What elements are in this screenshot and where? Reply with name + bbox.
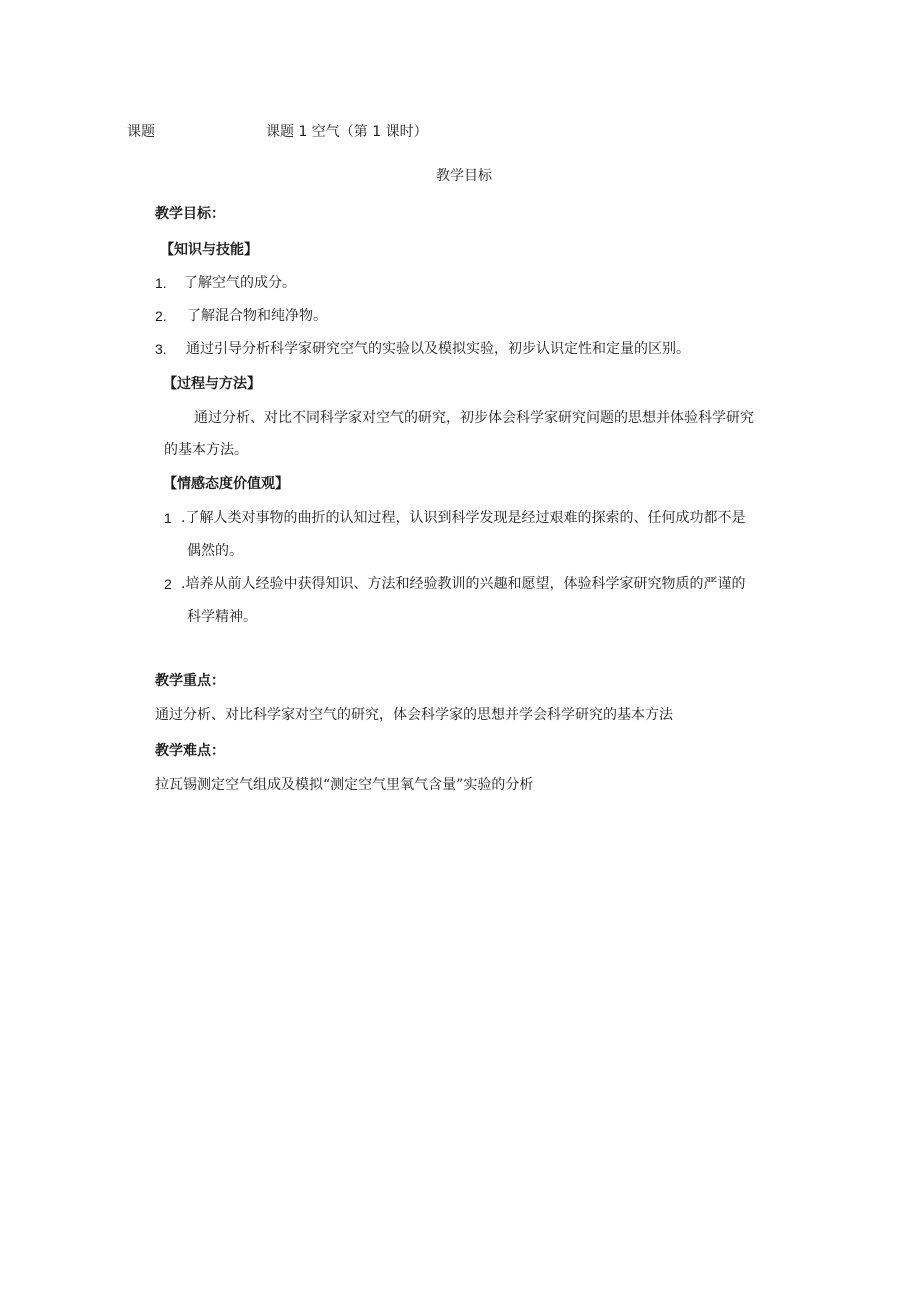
knowledge-item-3-text: 通过引导分析科学家研究空气的实验以及模拟实验，初步认识定性和定量的区别。 (186, 341, 690, 357)
knowledge-item-2-text: 了解混合物和纯净物。 (187, 308, 327, 324)
emotion-item-1-number: 1 (164, 510, 172, 526)
emotion-item-2-line-1: .培养从前人经验中获得知识、方法和经验教训的兴趣和愿望，体验科学家研究物质的严谨的 (181, 576, 746, 592)
section-title: 教学目标 (436, 168, 492, 184)
knowledge-item-2-number: 2. (155, 308, 167, 324)
objectives-heading: 教学目标： (155, 206, 225, 222)
emotion-item-1-line-1: .了解人类对事物的曲折的认知过程，认识到科学发现是经过艰难的探索的、任何成功都不是 (181, 510, 746, 526)
process-text-line-1: 通过分析、对比不同科学家对空气的研究，初步体会科学家研究问题的思想并体验科学研究 (194, 410, 754, 426)
emotion-item-2-number: 2 (164, 576, 172, 592)
emotion-item-1-line-2: 偶然的。 (187, 543, 243, 559)
knowledge-item-3-number: 3. (155, 341, 167, 357)
lesson-title: 课题 1 空气（第 1 课时） (266, 124, 428, 140)
difficult-points-heading: 教学难点： (155, 743, 225, 759)
process-text-line-2: 的基本方法。 (164, 442, 248, 458)
knowledge-item-1-number: 1. (155, 275, 167, 291)
header-label: 课题 (127, 124, 155, 140)
key-points-text: 通过分析、对比科学家对空气的研究，体会科学家的思想并学会科学研究的基本方法 (155, 707, 673, 723)
emotion-heading: 【情感态度价值观】 (163, 476, 289, 492)
knowledge-item-1-text: 了解空气的成分。 (184, 275, 296, 291)
knowledge-heading: 【知识与技能】 (160, 242, 258, 258)
process-heading: 【过程与方法】 (163, 376, 261, 392)
emotion-item-2-line-2: 科学精神。 (187, 609, 257, 625)
key-points-heading: 教学重点： (155, 673, 225, 689)
difficult-points-text: 拉瓦锡测定空气组成及模拟“测定空气里氧气含量”实验的分析 (155, 777, 534, 793)
